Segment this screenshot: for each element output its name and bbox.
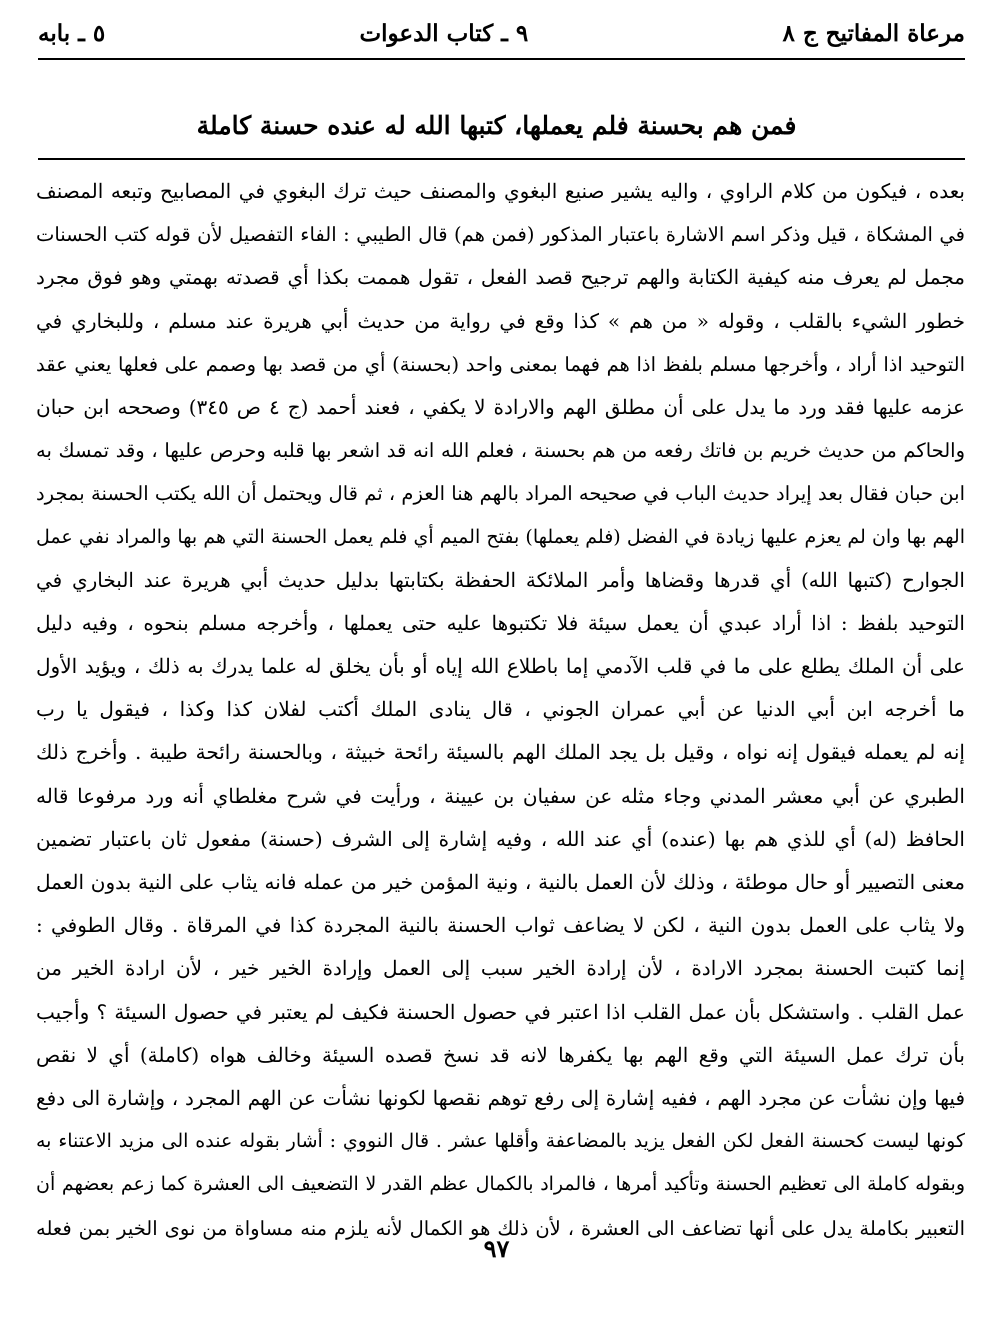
- body-line: والحاكم من حديث خريم بن فاتك رفعه من هم بحسنة ، فعلم الله انه قد اشعر بها قلبه وحرص عليها ، وقد تمسك به: [36, 439, 965, 463]
- body-line: كونها ليست كحسنة الفعل لكن الفعل يزيد بالمضاعفة وأقلها عشر . قال النووي : أشار بقوله عنده الى مزيد الاعتناء به: [36, 1130, 965, 1153]
- body-text: [36, 170, 965, 1250]
- body-line: خطور الشيء بالقلب ، وقوله « من هم » كذا وقع في رواية من حديث أبي هريرة عند مسلم ، وللبخاري في: [36, 308, 965, 333]
- body-line: التوحيد بلفظ : اذا أراد عبدي أن يعمل سيئة فلا تكتبوها عليه حتى يعملها ، وأخرجه مسلم بنحوه ، وفيه دليل: [36, 610, 965, 635]
- body-line: معنى التصيير أو حال موطئة ، وذلك لأن العمل بالنية ، ونية المؤمن خير من عمله فانه يثاب على النية بدون العمل: [36, 870, 965, 894]
- body-line: ابن حبان فقال بعد إيراد حديث الباب في صحيحه المراد بالهم هنا العزم ، ثم قال ويحتمل أن الله يكتب الحسنة بمجرد: [36, 482, 965, 506]
- page-number: ٩٧: [483, 1234, 510, 1263]
- header-rule: [38, 58, 965, 60]
- header-section: ٥ ـ بابه: [38, 19, 106, 47]
- body-line: فيها وإن نشأت عن مجرد الهم ، ففيه إشارة إلى رفع توهم نقصها لكونها نشأت عن الهم المجرد ، وإشارة الى دفع: [36, 1085, 965, 1110]
- body-line: عزمه عليها فقد ورد ما يدل على أن مطلق الهم والارادة لا يكفي ، فعند أحمد (ج ٤ ص ٣٤٥) وصححه ابن حبان: [36, 394, 965, 419]
- body-line: إنما كتبت الحسنة بمجرد الارادة ، لأن إرادة الخير سبب إلى العمل وإرادة الخير خير ، لأن ارادة الخير من: [36, 956, 965, 981]
- heading-rule: [38, 158, 965, 160]
- body-line: الحافظ (له) أي للذي هم بها (عنده) أي عند الله ، وفيه إشارة إلى الشرف (حسنة) مفعول ثان باعتبار تضمين: [36, 826, 965, 851]
- hadith-heading: فمن هم بحسنة فلم يعملها، كتبها الله له عنده حسنة كاملة: [196, 111, 797, 140]
- body-line: بعده ، فيكون من كلام الراوي ، واليه يشير صنيع البغوي والمصنف حيث ترك البغوي في المصابيح وتبعه المصنف: [36, 179, 965, 203]
- body-line: مجمل لم يعرف منه كيفية الكتابة والهم ترجيح قصد الفعل ، تقول هممت بكذا أي قصدته بهمتي وهو فوق مجرد: [36, 265, 965, 290]
- body-line: بأن ترك عمل السيئة التي وقع الهم بها يكفرها لانه قد نسخ قصده السيئة وخالف هواه (كاملة) أي لا نقص: [36, 1042, 965, 1067]
- body-line: التعبير بكاملة يدل على أنها تضاعف الى العشرة ، لأن ذلك هو الكمال لأنه يلزم منه مساواة من نوى الخير بمن فعله: [36, 1216, 965, 1240]
- body-line: الجوارح (كتبها الله) أي قدرها وقضاها وأمر الملائكة الحفظة بكتابتها بدليل حديث أبي هريرة عند البخاري في: [36, 567, 965, 592]
- body-line: على أن الملك يطلع على ما في قلب الآدمي إما باطلاع الله إياه أو بأن يخلق له علما يدرك به ذلك ، ويؤيد الأول: [36, 654, 965, 679]
- body-line: وبقوله كاملة الى تعظيم الحسنة وتأكيد أمرها ، فالمراد بالكمال عظم القدر لا التضعيف الى العشرة كما زعم بعضهم أن: [36, 1173, 965, 1196]
- header-book-title: مرعاة المفاتيح ج ٨: [782, 19, 965, 47]
- body-line: عمل القلب . واستشكل بأن عمل القلب اذا اعتبر في حصول الحسنة فكيف لم يعتبر في حصول السيئة ؟ وأجيب: [36, 999, 965, 1024]
- header-chapter: ٩ ـ كتاب الدعوات: [359, 19, 529, 47]
- running-header: [38, 14, 965, 52]
- body-line: ولا يثاب على العمل بدون النية ، لكن لا يضاعف ثواب الحسنة بالنية المجردة كذا في المرقاة . وقال الطوفي :: [36, 913, 965, 938]
- body-line: إنه لم يعمله فيقول إنه نواه ، وقيل بل يجد الملك الهم بالسيئة رائحة خبيثة ، وبالحسنة رائحة طيبة . وأخرج ذلك: [36, 740, 965, 765]
- body-line: الطبري عن أبي معشر المدني وجاء مثله عن سفيان بن عيينة ، ورأيت في شرح مغلطاي أنه ورد مرفوعا قاله: [36, 783, 965, 808]
- body-line: في المشكاة ، قيل وذكر اسم الاشارة باعتبار المذكور (فمن هم) قال الطيبي : الفاء التفصيل لأن قوله كتب الحسنات: [36, 223, 965, 247]
- body-line: الهم بها وان لم يعزم عليها زيادة في الفضل (فلم يعملها) بفتح الميم أي فلم يعمل الحسنة التي هم بها والمراد نفي عمل: [36, 525, 965, 548]
- body-line: التوحيد اذا أراد ، وأخرجها مسلم بلفظ اذا هم فهما بمعنى واحد (بحسنة) أي من قصد بها وصمم على فعلها يعني عقد: [36, 352, 965, 376]
- body-line: ما أخرجه ابن أبي الدنيا عن أبي عمران الجوني ، قال ينادى الملك أكتب لفلان كذا وكذا ، فيقول يا رب: [36, 697, 965, 722]
